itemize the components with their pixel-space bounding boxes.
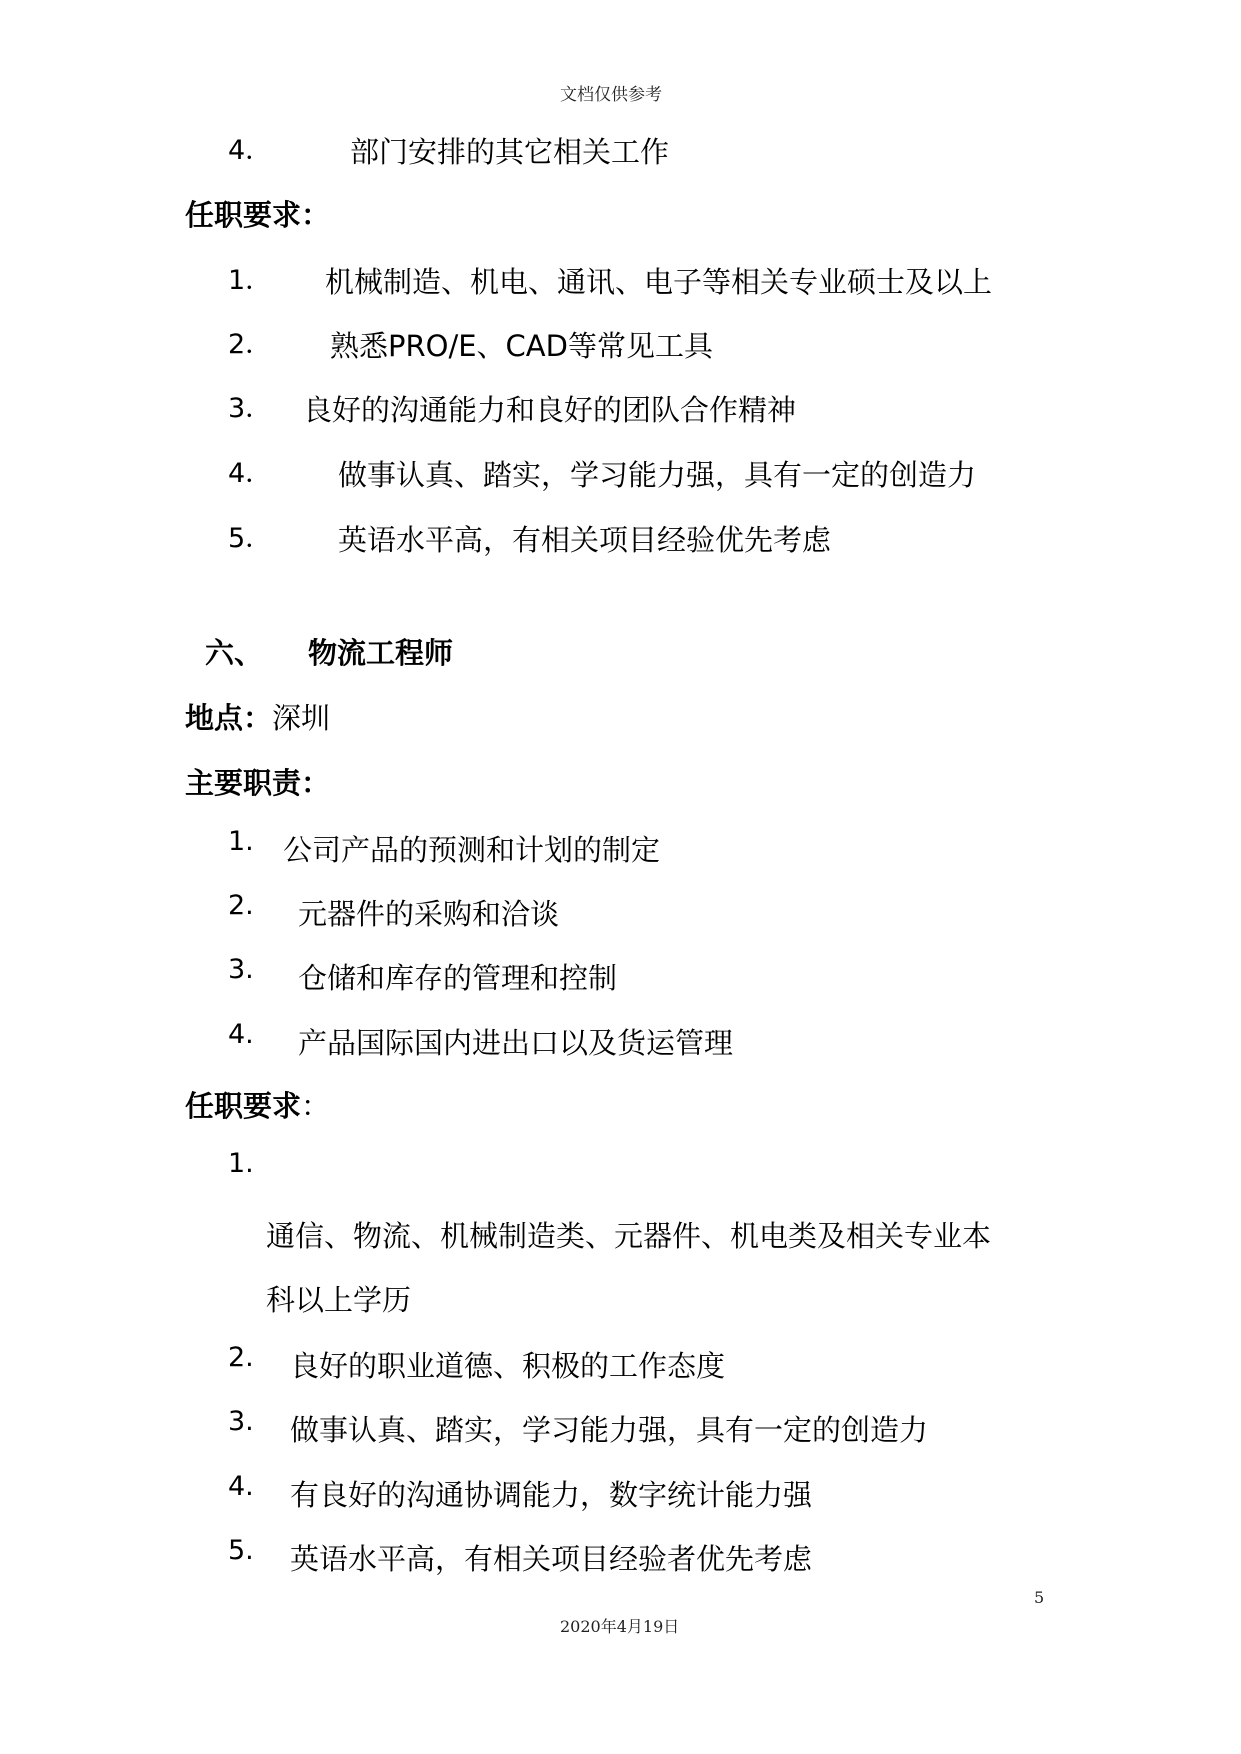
duty-item: 元器件的采购和洽谈 [298, 897, 560, 931]
duty-item: 仓储和库存的管理和控制 [298, 961, 618, 995]
item-number: 5. [228, 1535, 254, 1566]
requirement-item: 良好的沟通能力和良好的团队合作精神 [303, 393, 797, 427]
page-number: 5 [1034, 1588, 1045, 1607]
item-number: 4. [228, 1471, 254, 1502]
duties-title: 主要职责： [185, 766, 331, 800]
location-value: 深圳 [272, 701, 331, 735]
section-number: 六、 [205, 636, 264, 670]
item-number: 1． [228, 265, 273, 296]
item-number: 2. [228, 890, 254, 921]
requirement-item: 做事认真、踏实，学习能力强，具有一定的创造力 [290, 1413, 929, 1447]
requirement-item: 英语水平高，有相关项目经验者优先考虑 [290, 1542, 813, 1576]
item-number: 2． [228, 329, 273, 360]
item-number: 3． [228, 393, 273, 424]
requirements-title: 任职要求 [185, 1089, 302, 1123]
item-number: 1. [228, 1148, 254, 1179]
duty-item: 公司产品的预测和计划的制定 [283, 833, 661, 867]
item-number: 3. [228, 1406, 254, 1437]
location-line [185, 696, 330, 737]
requirements-title: 任职要求： [185, 198, 331, 232]
footer-date: 2020年4月19日 [560, 1617, 680, 1636]
item-text: 部门安排的其它相关工作 [350, 135, 670, 169]
requirement-item: 熟悉PRO/E、CAD等常见工具 [330, 329, 713, 363]
requirement-item: 英语水平高，有相关项目经验优先考虑 [338, 523, 832, 557]
requirement-item-line2: 科以上学历 [266, 1283, 412, 1317]
requirements-colon: ： [301, 1089, 331, 1123]
item-number: 2. [228, 1342, 254, 1373]
item-number: 1. [228, 826, 254, 857]
section-title: 物流工程师 [308, 636, 454, 670]
requirement-item: 有良好的沟通协调能力，数字统计能力强 [290, 1478, 813, 1512]
item-number: 4． [228, 135, 273, 166]
page-header: 文档仅供参考 [560, 85, 662, 105]
requirement-item-line1: 通信、物流、机械制造类、元器件、机电类及相关专业本 [266, 1219, 992, 1253]
item-number: 3. [228, 954, 254, 985]
duty-item: 产品国际国内进出口以及货运管理 [298, 1026, 734, 1060]
item-number: 4． [228, 458, 273, 489]
requirements-title-line [185, 1084, 330, 1125]
item-number: 5． [228, 523, 273, 554]
requirement-item: 机械制造、机电、通讯、电子等相关专业硕士及以上 [325, 265, 993, 299]
requirement-item: 良好的职业道德、积极的工作态度 [290, 1349, 726, 1383]
requirement-item: 做事认真、踏实，学习能力强，具有一定的创造力 [338, 458, 977, 492]
item-number: 4. [228, 1019, 254, 1050]
location-label: 地点： [185, 701, 273, 735]
